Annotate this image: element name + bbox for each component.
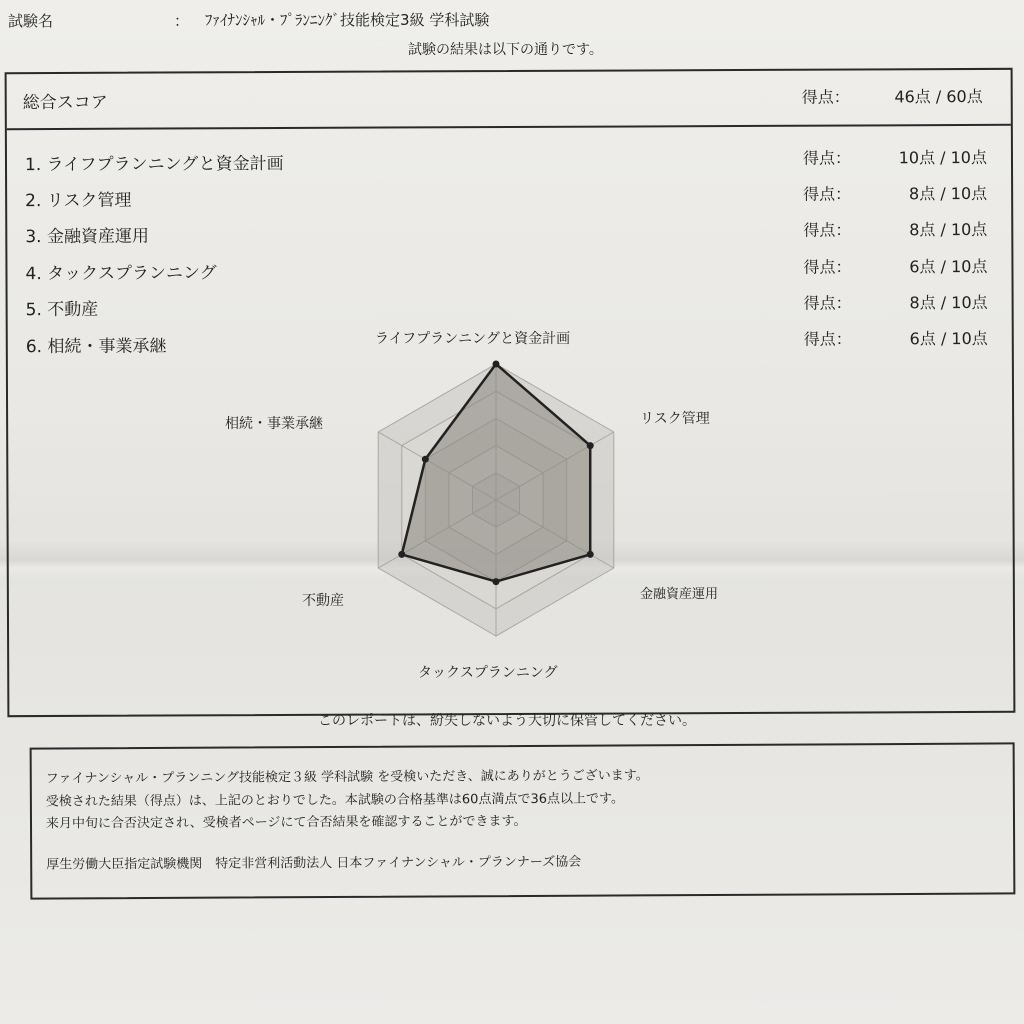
axis-label-lifeplan: ライフプランニングと資金計画 xyxy=(375,331,571,347)
item-score-key-2: 得点： xyxy=(803,184,852,204)
radar-point-2 xyxy=(587,442,594,449)
total-score-label: 総合スコア xyxy=(22,92,108,114)
item-score-5: 8点 / 10点 xyxy=(909,292,988,313)
notice-text: このレポートは、紛失しないよう大切に保管してください。 xyxy=(318,713,696,729)
axis-label-realestate: 不動産 xyxy=(302,593,344,609)
result-intro: 試験の結果は以下の通りです。 xyxy=(408,42,603,58)
radar-score-polygon xyxy=(402,364,590,582)
total-score-key: 得点： xyxy=(801,87,850,107)
radar-point-1 xyxy=(493,361,500,368)
item-score-6: 6点 / 10点 xyxy=(909,328,988,349)
item-score-4: 6点 / 10点 xyxy=(909,256,988,277)
item-label-6: 6. 相続・事業承継 xyxy=(25,336,167,358)
exam-title: ﾌｧｲﾅﾝｼｬﾙ・ﾌﾟﾗﾝﾆﾝｸﾞ技能検定3級 学科試験 xyxy=(205,11,490,29)
exam-colon: ： xyxy=(174,12,190,30)
item-label-2: 2. リスク管理 xyxy=(25,190,132,212)
item-score-key-1: 得点： xyxy=(802,148,852,168)
axis-label-finance: 金融資産運用 xyxy=(640,587,719,602)
item-score-2: 8点 / 10点 xyxy=(908,183,988,204)
item-score-key-3: 得点： xyxy=(803,220,852,240)
info-box xyxy=(30,742,1016,899)
item-score-key-4: 得点： xyxy=(803,257,852,277)
total-score-value: 46点 / 60点 xyxy=(894,86,983,107)
radar-point-6 xyxy=(422,456,429,463)
item-label-1: 1. ライフプランニングと資金計画 xyxy=(24,153,284,176)
item-label-3: 3. 金融資産運用 xyxy=(25,226,149,248)
radar-point-3 xyxy=(587,551,594,558)
item-label-5: 5. 不動産 xyxy=(25,299,99,321)
item-score-key-6: 得点： xyxy=(803,329,852,349)
item-score-1: 10点 / 10点 xyxy=(898,147,988,168)
info-line-3: 来月中旬に合否決定され、受検者ページにて合否結果を確認することができます。 xyxy=(45,813,527,832)
item-label-4: 4. タックスプランニング xyxy=(25,263,217,285)
axis-label-risk: リスク管理 xyxy=(640,411,710,427)
item-score-3: 8点 / 10点 xyxy=(909,219,988,240)
info-line-4: 厚生労働大臣指定試験機関 特定非営利活動法人 日本ファイナンシャル・プランナーズ協会 xyxy=(46,854,582,873)
info-line-1: ファイナンシャル・プランニング技能検定３級 学科試験 を受検いただき、誠にありがとうございます。 xyxy=(45,768,649,787)
axis-label-inheritance: 相続・事業承継 xyxy=(225,416,323,432)
radar-point-4 xyxy=(493,578,500,585)
axis-label-tax: タックスプランニング xyxy=(418,665,558,681)
item-score-key-5: 得点： xyxy=(803,293,852,313)
radar-point-5 xyxy=(398,551,405,558)
info-line-2: 受検された結果（得点）は、上記のとおりでした。本試験の合格基準は60点満点で36点以上です。 xyxy=(45,791,624,810)
exam-label: 試験名 xyxy=(8,12,54,30)
